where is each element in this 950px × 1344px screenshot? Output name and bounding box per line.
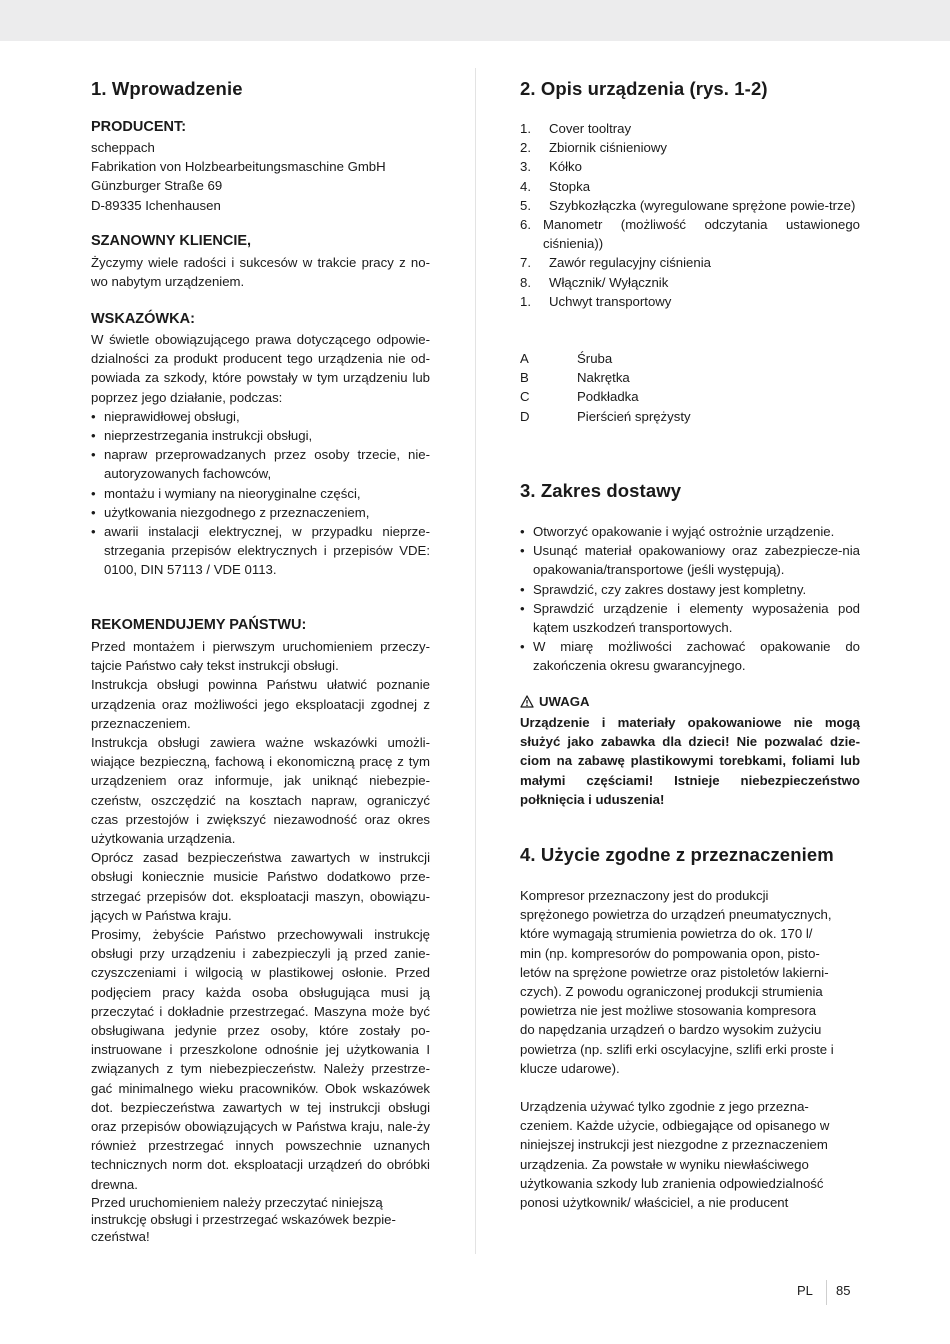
recommend-heading: REKOMENDUJEMY PAŃSTWU: — [91, 617, 307, 633]
top-bar — [0, 0, 950, 41]
list-item: 3. Kółko — [520, 159, 582, 175]
recommend-paragraph: Instrukcja obsługi powinna Państwu ułatwić poznanie urządzenia oraz możliwości jego eksploatacji zgodnej z przeznaczeniem. — [91, 677, 430, 731]
hint-block — [91, 330, 430, 580]
dear-customer-text: Życzymy wiele radości i sukcesów w trakcie pracy z no-wo nabytym urządzeniem. — [91, 255, 430, 290]
text-line: które wymagają strumienia powietrza do ok. 170 l/ — [520, 926, 813, 942]
column-divider — [475, 68, 476, 1254]
list-item: • Sprawdzić, czy zakres dostawy jest kompletny. — [520, 580, 860, 599]
hint-list — [91, 407, 430, 580]
list-item: • użytkowania niezgodnego z przeznaczeniem, — [91, 503, 430, 522]
parts-list — [520, 349, 860, 426]
text-line: czych). Z powodu ograniczonej produkcji strumienia — [520, 984, 823, 1000]
section-1-title: 1. Wprowadzenie — [91, 78, 243, 99]
list-item: 4. Stopka — [520, 178, 591, 194]
text-line: letów na sprężone powietrze oraz pistoletów lakierni- — [520, 964, 829, 980]
list-item: • awarii instalacji elektrycznej, w przypadku nieprze-strzegania przepisów elektrycznych i przepisów VDE: 0100, DIN 57113 / VDE 0113. — [91, 522, 430, 580]
section-4-title: 4. Użycie zgodne z przeznaczeniem — [520, 844, 834, 865]
producer-address — [91, 138, 430, 215]
hint-heading: WSKAZÓWKA: — [91, 311, 195, 327]
usage-paragraph-2 — [520, 1097, 860, 1212]
text-line: powietrza nie jest możliwe stosowania kompresora — [520, 1003, 817, 1019]
recommend-block — [91, 637, 430, 1245]
text-line: powietrza (np. szlifi erki oscylacyjne, szlifi erki proste i — [520, 1041, 834, 1057]
recommend-paragraph: Oprócz zasad bezpieczeństwa zawartych w instrukcji obsługi koniecznie musicie Państwo dodatkowo prze-strzegać przepisów dot. eksploatacji maszyn, obowiązu-jących w Państwa kraju. — [91, 850, 430, 923]
recommend-paragraph: Instrukcja obsługi zawiera ważne wskazówki umożli-wiające bezpieczną, fachową i ekonomiczną pracę z tym urządzeniem oraz informuje, jak uniknąć niebezpie-czeństw, oszczędzić na kosztach napraw, ograniczyć czas przestojów i zwiększyć niezawodność oraz okres użytkowania urządzenia. — [91, 735, 430, 847]
producer-line: scheppach — [91, 140, 155, 155]
producer-heading: PRODUCENT: — [91, 119, 187, 135]
recommend-paragraph: Przed montażem i pierwszym uruchomieniem przeczy-tajcie Państwo cały tekst instrukcji obsługi. — [91, 639, 430, 674]
text-line: klucze udarowe). — [520, 1060, 620, 1076]
list-item: 1. Uchwyt transportowy — [520, 293, 672, 309]
list-item: • montażu i wymiany na nieoryginalne części, — [91, 484, 430, 503]
text-line: do napędzania urządzeń o bardzo wysokim zużyciu — [520, 1022, 822, 1038]
warning-text: Urządzenie i materiały opakowaniowe nie mogą służyć jako zabawka dla dzieci! Nie pozwalać dzie-ciom na zabawę plastikowymi torebkami, foliami lub małymi częściami! Istnieje niebezpieczeństwo połknięcia i uduszenia! — [520, 715, 860, 807]
part-row: D Pierścień sprężysty — [520, 408, 691, 424]
producer-line: Günzburger Straße 69 — [91, 178, 223, 194]
text-line: sprężonego powietrza do urządzeń pneumatycznych, — [520, 907, 832, 923]
recommend-paragraph: Przed uruchomieniem należy przeczytać niniejszą instrukcję obsługi i przestrzegać wskazówek bezpie-czeństwa! — [91, 1194, 396, 1244]
list-item: 6. Manometr (możliwość odczytania ustawionego ciśnienia)) — [520, 217, 860, 252]
delivery-list — [520, 522, 860, 676]
list-item: • W miarę możliwości zachować opakowanie do zakończenia okresu gwarancyjnego. — [520, 637, 860, 675]
part-row: A Śruba — [520, 351, 613, 366]
list-item: 5. Szybkozłączka (wyregulowane sprężone powie-trze) — [520, 197, 856, 213]
list-item: • Sprawdzić urządzenie i elementy wyposażenia pod kątem uszkodzeń transportowych. — [520, 599, 860, 637]
section-2-title: 2. Opis urządzenia (rys. 1-2) — [520, 78, 768, 99]
list-item: 1. Cover tooltray — [520, 121, 632, 136]
producer-line: Fabrikation von Holzbearbeitungsmaschine GmbH — [91, 159, 386, 175]
list-item: 8. Włącznik/ Wyłącznik — [520, 274, 669, 290]
text-line: ponosi użytkownik/ właściciel, a nie producent — [520, 1195, 789, 1211]
list-item: • Otworzyć opakowanie i wyjąć ostrożnie urządzenie. — [520, 522, 860, 541]
list-item: 7. Zawór regulacyjny ciśnienia — [520, 255, 711, 271]
text-line: Kompresor przeznaczony jest do produkcji — [520, 888, 769, 903]
warning-heading — [520, 694, 590, 709]
part-row: C Podkładka — [520, 389, 639, 405]
text-line: niniejszej instrukcji jest niezgodne z przeznaczeniem — [520, 1137, 828, 1153]
footer-language: PL — [797, 1283, 813, 1298]
text-line: Urządzenia używać tylko zgodnie z jego przezna- — [520, 1099, 809, 1114]
list-item: 2. Zbiornik ciśnieniowy — [520, 140, 667, 156]
text-line: użytkowania szkody lub zranienia odpowiedzialność — [520, 1175, 824, 1191]
recommend-paragraph: Prosimy, żebyście Państwo przechowywali instrukcję obsługi przy urządzeniu i zabezpieczyli ją przed zanie-czyszczeniami i wilgocią w plastikowej osłonie. Przed podjęciem pracy każda osoba obsługująca musi ją przeczytać i dokładnie przestrzegać. Maszyna może być obsługiwana jedynie przez osoby, które zostały po-instruowane i przeszkolone odnośnie jej użytkowania I związanych z tym niebezpieczeństw. Należy przestrze-gać minimalnego wieku pracowników. Obok wskazówek dot. bezpieczeństwa zawartych w tej instrukcji obsługi oraz przepisów obowiązujących w Państwa kraju, nale-ży również przestrzegać innych powszechnie uznanych technicznych norm dot. eksploatacji urządzeń do obróbki drewna. — [91, 927, 430, 1192]
text-line: czeniem. Każde użycie, odbiegające od opisanego w — [520, 1118, 830, 1134]
page-number: 85 — [836, 1283, 851, 1298]
hint-text: W świetle obowiązującego prawa dotyczącego odpowie-dzialności za produkt producent tego urządzenia nie od-powiada za szkody, które powstały w tym urządzeniu lub poprzez jego działanie, podczas: — [91, 332, 430, 405]
warning-triangle-icon — [520, 695, 534, 708]
part-row: B Nakrętka — [520, 370, 630, 386]
warning-label: UWAGA — [539, 694, 590, 709]
text-line: urządzenia. Za powstałe w wyniku niewłaściwego — [520, 1156, 809, 1172]
producer-line: D-89335 Ichenhausen — [91, 197, 221, 213]
text-line: min (np. kompresorów do pompowania opon, pisto- — [520, 945, 820, 961]
usage-paragraph-1 — [520, 886, 860, 1078]
list-item: • napraw przeprowadzanych przez osoby trzecie, nie-autoryzowanych fachowców, — [91, 445, 430, 483]
dear-customer-heading: SZANOWNY KLIENCIE, — [91, 233, 252, 249]
device-description-list — [520, 119, 860, 311]
section-3-title: 3. Zakres dostawy — [520, 480, 682, 501]
list-item: • nieprzestrzegania instrukcji obsługi, — [91, 426, 430, 445]
list-item: • nieprawidłowej obsługi, — [91, 407, 430, 426]
footer-separator — [826, 1280, 827, 1305]
list-item: • Usunąć materiał opakowaniowy oraz zabezpiecze-nia opakowania/transportowe (jeśli występują). — [520, 541, 860, 579]
